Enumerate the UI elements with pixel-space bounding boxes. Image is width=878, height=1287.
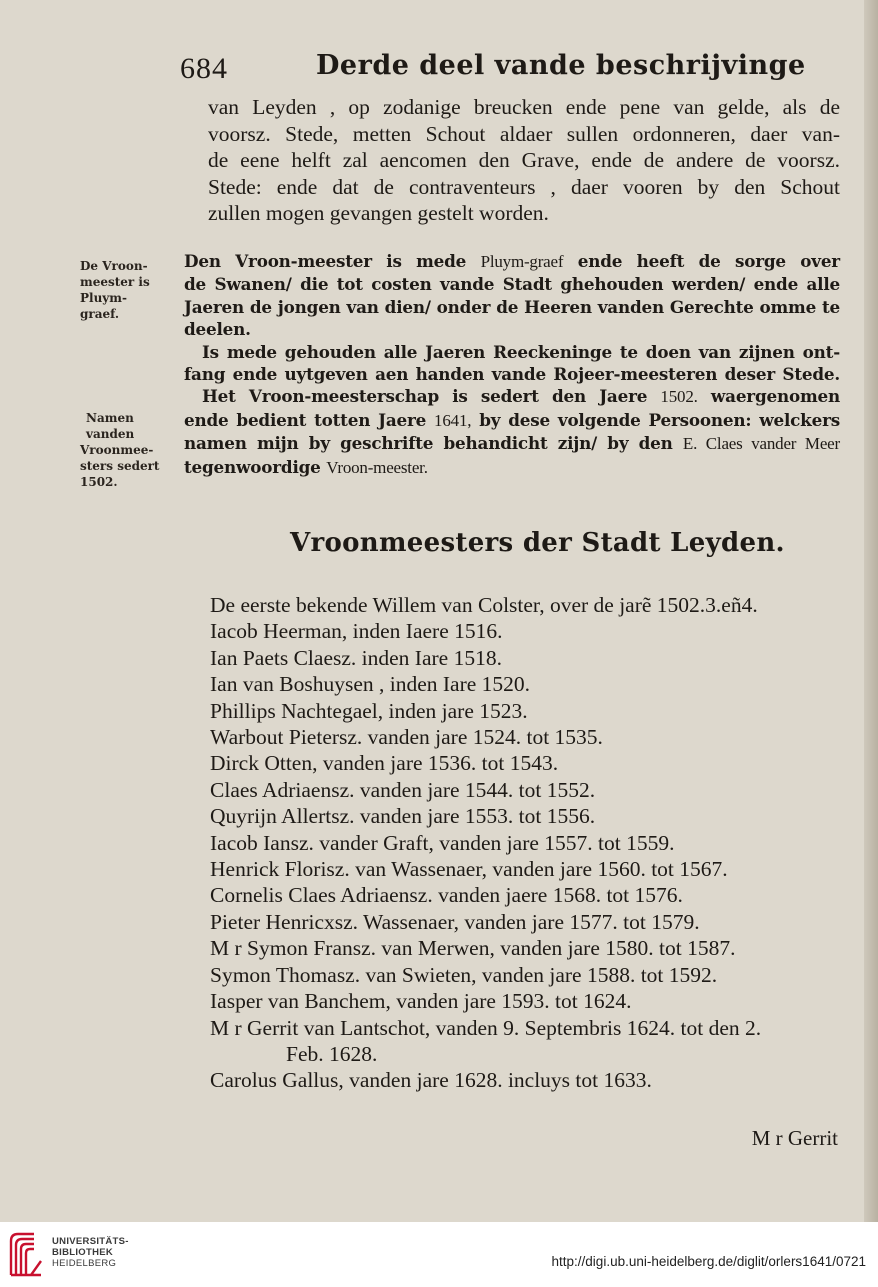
page-number: 684	[180, 52, 228, 85]
text-line: Stede: ende dat de contraventeurs , daer vooren by den Schout	[208, 174, 840, 199]
list-item: Quyrijn Allertsz. vanden jare 1553. tot 1556.	[210, 804, 596, 829]
gothic-paragraphs	[184, 250, 840, 479]
text-line: zullen mogen gevangen gestelt worden.	[208, 201, 549, 226]
text-line	[184, 385, 840, 408]
gothic-text: waergenomen	[710, 386, 840, 407]
library-name-line: UNIVERSITÄTS-	[52, 1236, 129, 1247]
list-item: Pieter Henricxsz. Wassenaer, vanden jare 1577. tot 1579.	[210, 909, 700, 934]
paragraph-1	[208, 94, 840, 227]
gothic-text: tegenwoordige	[184, 456, 321, 477]
roman-text: Vroon-meester.	[326, 457, 428, 477]
margin-note-line: De Vroon-	[80, 259, 148, 273]
gothic-text: Den Vroon-meester is mede	[184, 251, 467, 271]
text-line: deelen.	[184, 319, 251, 340]
text-line	[184, 409, 840, 432]
roman-text: 1641,	[434, 410, 472, 430]
roman-text: Pluym-graef	[480, 252, 564, 271]
gothic-text: ende heeft de sorge over	[577, 251, 840, 271]
list-item: M r Gerrit van Lantschot, vanden 9. Septembris 1624. tot den 2.	[210, 1015, 762, 1040]
list-item: Ian Paets Claesz. inden Iare 1518.	[210, 645, 502, 670]
list-item: Phillips Nachtegael, inden jare 1523.	[210, 698, 528, 723]
text-line	[184, 250, 840, 273]
text-line: voorsz. Stede, metten Schout aldaer sullen ordonneren, daer van-	[208, 121, 840, 146]
margin-note-line: Namen	[86, 411, 134, 425]
page-header	[180, 46, 840, 90]
text-line: de eene helft zal aencomen den Grave, ende de andere de voorsz.	[208, 148, 840, 173]
gothic-text: by dese volgende Persoonen: welckers	[479, 409, 840, 430]
library-name-line: BIBLIOTHEK	[52, 1247, 114, 1258]
gothic-text: ende bedient totten Jaere	[184, 409, 427, 430]
list-item: Ian van Boshuysen , inden Iare 1520.	[210, 672, 531, 697]
text-line: de Swanen/ die tot costen vande Stadt ghehouden werden/ ende alle	[184, 274, 840, 295]
text-line	[184, 432, 840, 455]
text-line: fang ende uytgeven aen handen vande Rojeer-meesteren deser Stede.	[184, 364, 840, 385]
list-item: M r Symon Fransz. van Merwen, vanden jare 1580. tot 1587.	[210, 936, 736, 961]
vroonmeesters-list	[210, 592, 850, 1094]
margin-note-line: Vroonmee-	[80, 443, 154, 457]
margin-note-pluym-graef	[80, 258, 180, 322]
library-name	[52, 1236, 129, 1269]
text-line: van Leyden , op zodanige breucken ende pene van gelde, als de	[208, 95, 840, 119]
list-item: Claes Adriaensz. vanden jare 1544. tot 1552.	[210, 777, 596, 802]
list-item: Iasper van Banchem, vanden jare 1593. tot 1624.	[210, 989, 632, 1014]
text-line: Is mede gehouden alle Jaeren Reeckeninge te doen van zijnen ont-	[202, 341, 840, 362]
margin-note-line: vanden	[86, 427, 135, 441]
margin-note-line: Pluym-	[80, 291, 127, 305]
roman-text: E. Claes vander Meer	[682, 434, 840, 454]
catchword: M r Gerrit	[751, 1126, 838, 1150]
margin-note-line: meester is	[80, 275, 150, 289]
text-line	[184, 456, 840, 479]
gothic-text: Het Vroon-meesterschap is sedert den Jaere	[202, 386, 648, 407]
list-item: Carolus Gallus, vanden jare 1628. incluys tot 1633.	[210, 1068, 652, 1093]
viewer-footer	[0, 1222, 878, 1287]
list-item: De eerste bekende Willem van Colster, over de jarẽ 1502.3.eñ4.	[210, 593, 758, 617]
list-item: Warbout Pietersz. vanden jare 1524. tot 1535.	[210, 725, 603, 750]
library-logo-icon	[8, 1231, 44, 1277]
text-line: Jaeren de jongen van dien/ onder de Heeren vanden Gerechte omme te	[184, 296, 840, 317]
margin-note-line: graef.	[80, 307, 120, 321]
list-item-continuation: Feb. 1628.	[286, 1041, 378, 1066]
list-item: Iacob Iansz. vander Graft, vanden jare 1557. tot 1559.	[210, 830, 675, 855]
permalink-url[interactable]: http://digi.ub.uni-heidelberg.de/diglit/orlers1641/0721	[551, 1254, 866, 1269]
margin-note-line: 1502.	[80, 475, 118, 489]
list-item: Iacob Heerman, inden Iaere 1516.	[210, 619, 503, 644]
margin-note-line: sters sedert	[80, 459, 160, 473]
running-title: Derde deel vande beschrijvinge	[316, 50, 806, 81]
list-item: Cornelis Claes Adriaensz. vanden jaere 1568. tot 1576.	[210, 883, 683, 908]
page-edge	[864, 0, 878, 1222]
list-item: Symon Thomasz. van Swieten, vanden jare 1588. tot 1592.	[210, 962, 718, 987]
list-item: Henrick Florisz. van Wassenaer, vanden jare 1560. tot 1567.	[210, 857, 728, 882]
roman-text: 1502.	[660, 387, 698, 407]
list-item: Dirck Otten, vanden jare 1536. tot 1543.	[210, 751, 559, 776]
section-title: Vroonmeesters der Stadt Leyden.	[290, 528, 785, 558]
gothic-text: namen mijn by geschrifte behandicht zijn/ by den	[184, 433, 673, 454]
library-name-line: HEIDELBERG	[52, 1258, 117, 1269]
margin-note-namen	[80, 410, 180, 490]
